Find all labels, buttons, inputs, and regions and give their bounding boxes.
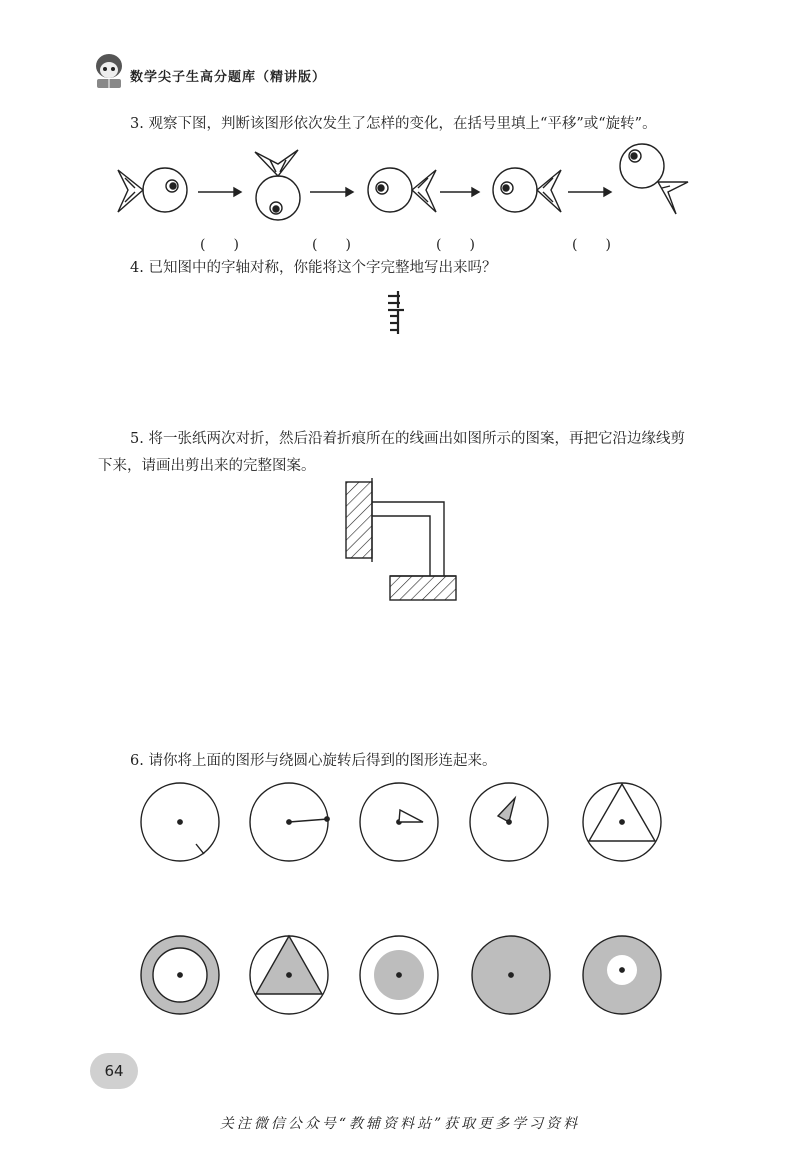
rotation-matching-figure bbox=[130, 780, 690, 1020]
bottom-circle-2[interactable] bbox=[250, 936, 328, 1014]
fish-4-icon bbox=[493, 168, 561, 212]
header-title: 数学尖子生高分题库（精讲版） bbox=[130, 70, 327, 85]
top-circle-1[interactable] bbox=[141, 783, 219, 861]
half-character-figure bbox=[386, 290, 410, 336]
blank-3[interactable]: ( ) bbox=[436, 237, 475, 253]
bottom-circle-1[interactable] bbox=[141, 936, 219, 1014]
question-4-text: 4. 已知图中的字轴对称，你能将这个字完整地写出来吗？ bbox=[130, 260, 497, 276]
fish-3-icon bbox=[368, 168, 436, 212]
top-circle-2[interactable] bbox=[250, 783, 329, 861]
mascot-logo-icon bbox=[92, 52, 126, 90]
folded-paper-figure bbox=[340, 478, 470, 608]
top-circle-3[interactable] bbox=[360, 783, 438, 861]
blank-4[interactable]: ( ) bbox=[572, 237, 611, 253]
fish-5-icon bbox=[620, 144, 688, 214]
fish-2-icon bbox=[255, 150, 300, 220]
bottom-circle-3[interactable] bbox=[360, 936, 438, 1014]
bottom-circle-5[interactable] bbox=[583, 936, 661, 1014]
question-6-text: 6. 请你将上面的图形与绕圆心旋转后得到的图形连起来。 bbox=[130, 753, 497, 769]
bottom-circle-4[interactable] bbox=[472, 936, 550, 1014]
question-5-line1: 5. 将一张纸两次对折，然后沿着折痕所在的线画出如图所示的图案，再把它沿边缘线剪 bbox=[130, 431, 685, 447]
fish-1-icon bbox=[118, 168, 187, 212]
question-3-text: 3. 观察下图，判断该图形依次发生了怎样的变化，在括号里填上“平移”或“旋转”。 bbox=[130, 116, 657, 132]
blank-1[interactable]: ( ) bbox=[200, 237, 239, 253]
question-5-line2: 下来，请画出剪出来的完整图案。 bbox=[98, 458, 316, 474]
fish-sequence-figure bbox=[110, 140, 710, 230]
top-circle-5[interactable] bbox=[583, 783, 661, 861]
blank-2[interactable]: ( ) bbox=[312, 237, 351, 253]
top-circle-4[interactable] bbox=[470, 783, 548, 861]
footer-note: 关注微信公众号“教辅资料站”获取更多学习资料 bbox=[219, 1116, 581, 1132]
page-number: 64 bbox=[90, 1053, 138, 1089]
